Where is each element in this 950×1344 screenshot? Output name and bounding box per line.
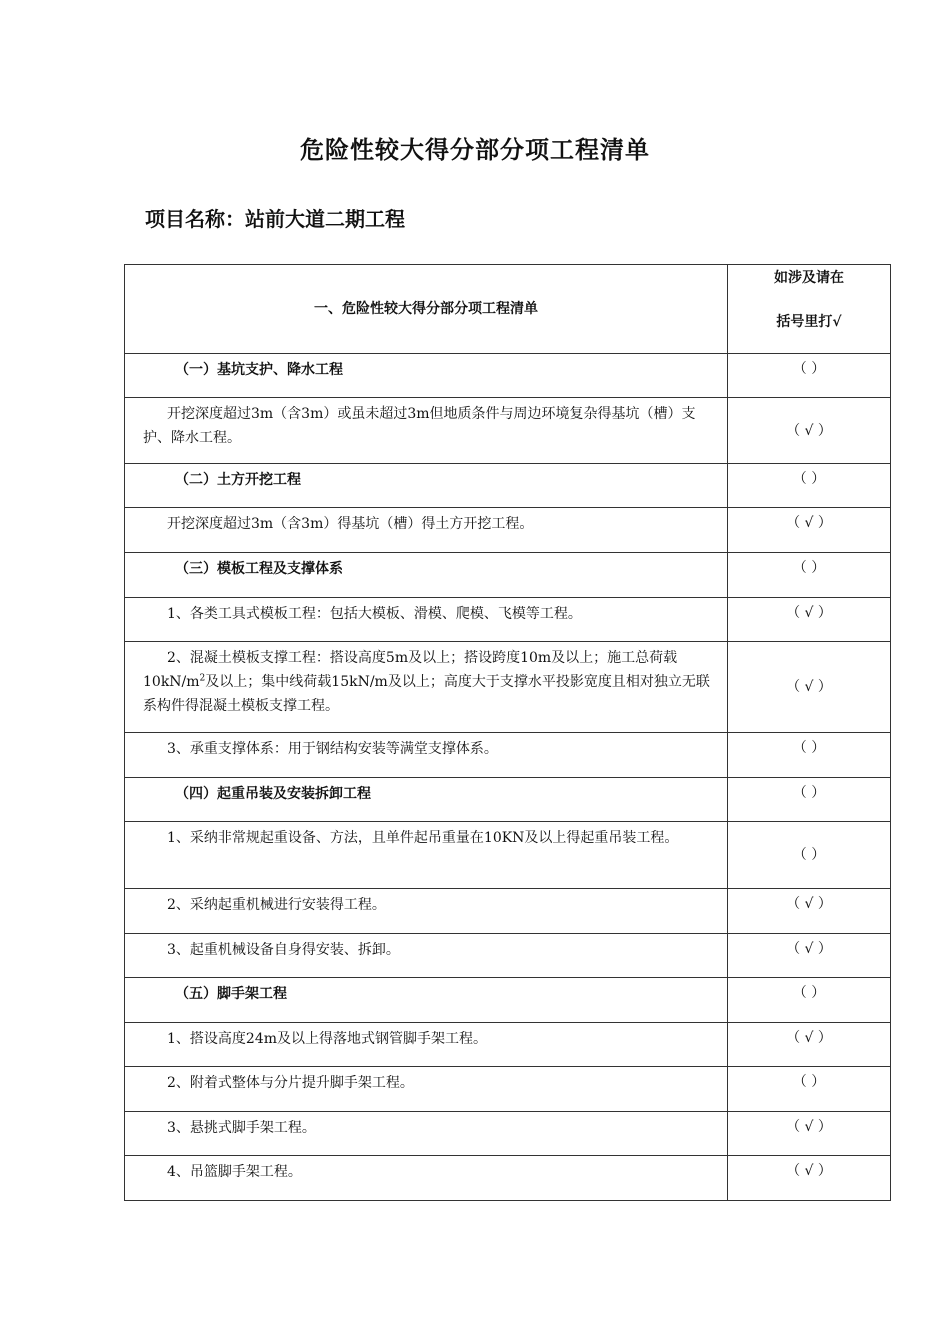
table-row xyxy=(125,553,891,598)
table-row xyxy=(125,464,891,508)
check-mark-cell[interactable]: （ ） xyxy=(728,978,891,1023)
header-check-instruction xyxy=(728,265,891,354)
table-row xyxy=(125,978,891,1023)
check-mark-cell[interactable]: （ ） xyxy=(728,778,891,822)
check-mark-cell[interactable]: （ √ ） xyxy=(728,889,891,934)
formwork-text-b: 及以上；集中线荷载15kN/m及以上；高度大于支撑水平投影宽度且相对独立无联系构件得混凝土模板支撑工程。 xyxy=(143,674,710,714)
list-item: 2、采纳起重机械进行安装得工程。 xyxy=(125,889,728,934)
list-item: 1、搭设高度24m及以上得落地式钢管脚手架工程。 xyxy=(125,1023,728,1067)
check-mark-cell[interactable]: （ √ ） xyxy=(728,1023,891,1067)
check-mark-cell[interactable]: （ √ ） xyxy=(728,1156,891,1201)
table-row xyxy=(125,598,891,642)
list-item: 开挖深度超过3m（含3m）得基坑（槽）得土方开挖工程。 xyxy=(125,508,728,553)
table-row xyxy=(125,1156,891,1201)
table-row xyxy=(125,508,891,553)
table-row xyxy=(125,778,891,822)
document-title: 危险性较大得分部分项工程清单 xyxy=(300,135,650,164)
table-row xyxy=(125,354,891,398)
list-item: 4、吊篮脚手架工程。 xyxy=(125,1156,728,1201)
list-item: 1、各类工具式模板工程：包括大模板、滑模、爬模、飞模等工程。 xyxy=(125,598,728,642)
header-check-line2: 括号里打√ xyxy=(776,314,842,330)
check-mark-cell[interactable]: （ ） xyxy=(728,822,891,889)
table-row xyxy=(125,822,891,889)
check-mark-cell[interactable]: （ ） xyxy=(728,733,891,778)
table-row xyxy=(125,1023,891,1067)
list-item: 3、起重机械设备自身得安装、拆卸。 xyxy=(125,934,728,978)
header-check-line1: 如涉及请在 xyxy=(774,270,844,286)
hazard-checklist-table xyxy=(124,264,891,1201)
header-main: 一、危险性较大得分部分项工程清单 xyxy=(125,265,728,354)
check-mark-cell[interactable]: （ ） xyxy=(728,354,891,398)
superscript-exponent: 2 xyxy=(199,673,206,684)
list-item: 1、采纳非常规起重设备、方法，且单件起吊重量在10KN及以上得起重吊装工程。 xyxy=(125,822,728,889)
section-heading: （五）脚手架工程 xyxy=(125,978,728,1023)
table-header-row xyxy=(125,265,891,354)
check-mark-cell[interactable]: （ √ ） xyxy=(728,642,891,733)
table-row xyxy=(125,1067,891,1112)
section-heading: （四）起重吊装及安装拆卸工程 xyxy=(125,778,728,822)
check-mark-cell[interactable]: （ ） xyxy=(728,1067,891,1112)
list-item xyxy=(125,642,728,733)
section-heading: （一）基坑支护、降水工程 xyxy=(125,354,728,398)
check-mark-cell[interactable]: （ √ ） xyxy=(728,934,891,978)
project-name: 项目名称：站前大道二期工程 xyxy=(145,207,405,231)
check-mark-cell[interactable]: （ √ ） xyxy=(728,598,891,642)
check-mark-cell[interactable]: （ √ ） xyxy=(728,508,891,553)
check-mark-cell[interactable]: （ ） xyxy=(728,553,891,598)
check-mark-cell[interactable]: （ ） xyxy=(728,464,891,508)
list-item: 3、悬挑式脚手架工程。 xyxy=(125,1112,728,1156)
section-heading: （二）土方开挖工程 xyxy=(125,464,728,508)
formwork-text-a: 2、混凝土模板支撑工程：搭设高度5m及以上；搭设跨度10m及以上；施工总荷载10kN/m xyxy=(143,650,678,690)
table-row xyxy=(125,733,891,778)
check-mark-cell[interactable]: （ √ ） xyxy=(728,398,891,464)
table-row xyxy=(125,889,891,934)
table-row xyxy=(125,1112,891,1156)
section-heading: （三）模板工程及支撑体系 xyxy=(125,553,728,598)
table-row xyxy=(125,398,891,464)
list-item: 3、承重支撑体系：用于钢结构安装等满堂支撑体系。 xyxy=(125,733,728,778)
table-row xyxy=(125,934,891,978)
check-mark-cell[interactable]: （ √ ） xyxy=(728,1112,891,1156)
table-row xyxy=(125,642,891,733)
list-item: 开挖深度超过3m（含3m）或虽未超过3m但地质条件与周边环境复杂得基坑（槽）支护、降水工程。 xyxy=(125,398,728,464)
list-item: 2、附着式整体与分片提升脚手架工程。 xyxy=(125,1067,728,1112)
